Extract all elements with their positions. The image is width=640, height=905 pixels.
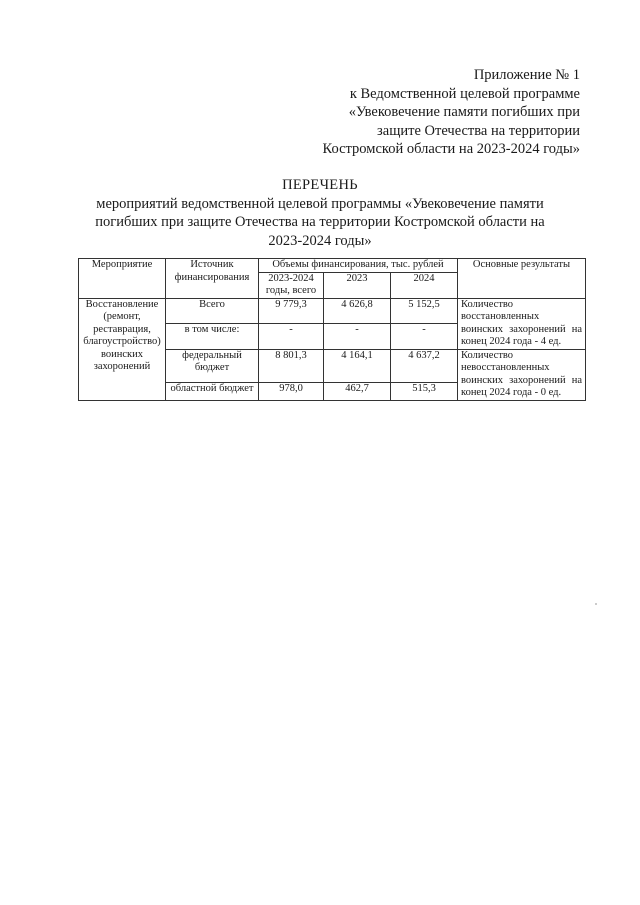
appendix-line: Приложение № 1 bbox=[473, 67, 580, 83]
appendix-line: Костромской области на 2023-2024 годы» bbox=[322, 141, 580, 157]
header-source: Источник финансирования bbox=[166, 259, 259, 299]
header-measure: Мероприятие bbox=[79, 259, 166, 299]
y2023-cell: 4 164,1 bbox=[324, 349, 391, 383]
title-line: мероприятий ведомственной целевой программы «Увековечение памяти bbox=[96, 195, 544, 212]
scan-artifact bbox=[595, 603, 597, 605]
table-header-row bbox=[79, 259, 586, 273]
header-results: Основные результаты bbox=[458, 259, 586, 299]
result-cell: Количество невосстановленных воинских захоронений на конец 2024 года - 0 ед. bbox=[458, 349, 586, 400]
measure-cell: Восстановление (ремонт, реставрация, благоустройство) воинских захоронений bbox=[79, 298, 166, 400]
appendix-line: «Увековечение памяти погибших при bbox=[348, 104, 580, 120]
y2024-cell: 5 152,5 bbox=[391, 298, 458, 324]
total-cell: 9 779,3 bbox=[259, 298, 324, 324]
title-line: погибших при защите Отечества на территории Костромской области на bbox=[95, 214, 545, 230]
y2024-cell: - bbox=[391, 324, 458, 350]
subheader-2024: 2024 bbox=[391, 272, 458, 298]
y2024-cell: 515,3 bbox=[391, 383, 458, 400]
source-cell: областной бюджет bbox=[166, 383, 259, 400]
total-cell: 8 801,3 bbox=[259, 349, 324, 383]
subheader-total: 2023-2024 годы, всего bbox=[259, 272, 324, 298]
appendix-note bbox=[323, 66, 580, 159]
total-cell: 978,0 bbox=[259, 383, 324, 400]
title-line: 2023-2024 годы» bbox=[268, 232, 372, 249]
y2023-cell: 462,7 bbox=[324, 383, 391, 400]
subheader-2023: 2023 bbox=[324, 272, 391, 298]
measures-table bbox=[78, 258, 586, 401]
title-heading: ПЕРЕЧЕНЬ bbox=[282, 177, 358, 193]
source-cell: Всего bbox=[166, 298, 259, 324]
document-title bbox=[60, 176, 580, 250]
y2023-cell: - bbox=[324, 324, 391, 350]
source-cell: в том числе: bbox=[166, 324, 259, 350]
appendix-line: к Ведомственной целевой программе bbox=[349, 85, 580, 102]
total-cell: - bbox=[259, 324, 324, 350]
y2024-cell: 4 637,2 bbox=[391, 349, 458, 383]
source-cell: федеральный бюджет bbox=[166, 349, 259, 383]
appendix-line: защите Отечества на территории bbox=[377, 122, 580, 139]
header-funding: Объемы финансирования, тыс. рублей bbox=[259, 259, 458, 273]
result-cell: Количество восстановленных воинских захоронений на конец 2024 года - 4 ед. bbox=[458, 298, 586, 349]
y2023-cell: 4 626,8 bbox=[324, 298, 391, 324]
table-row bbox=[79, 298, 586, 324]
